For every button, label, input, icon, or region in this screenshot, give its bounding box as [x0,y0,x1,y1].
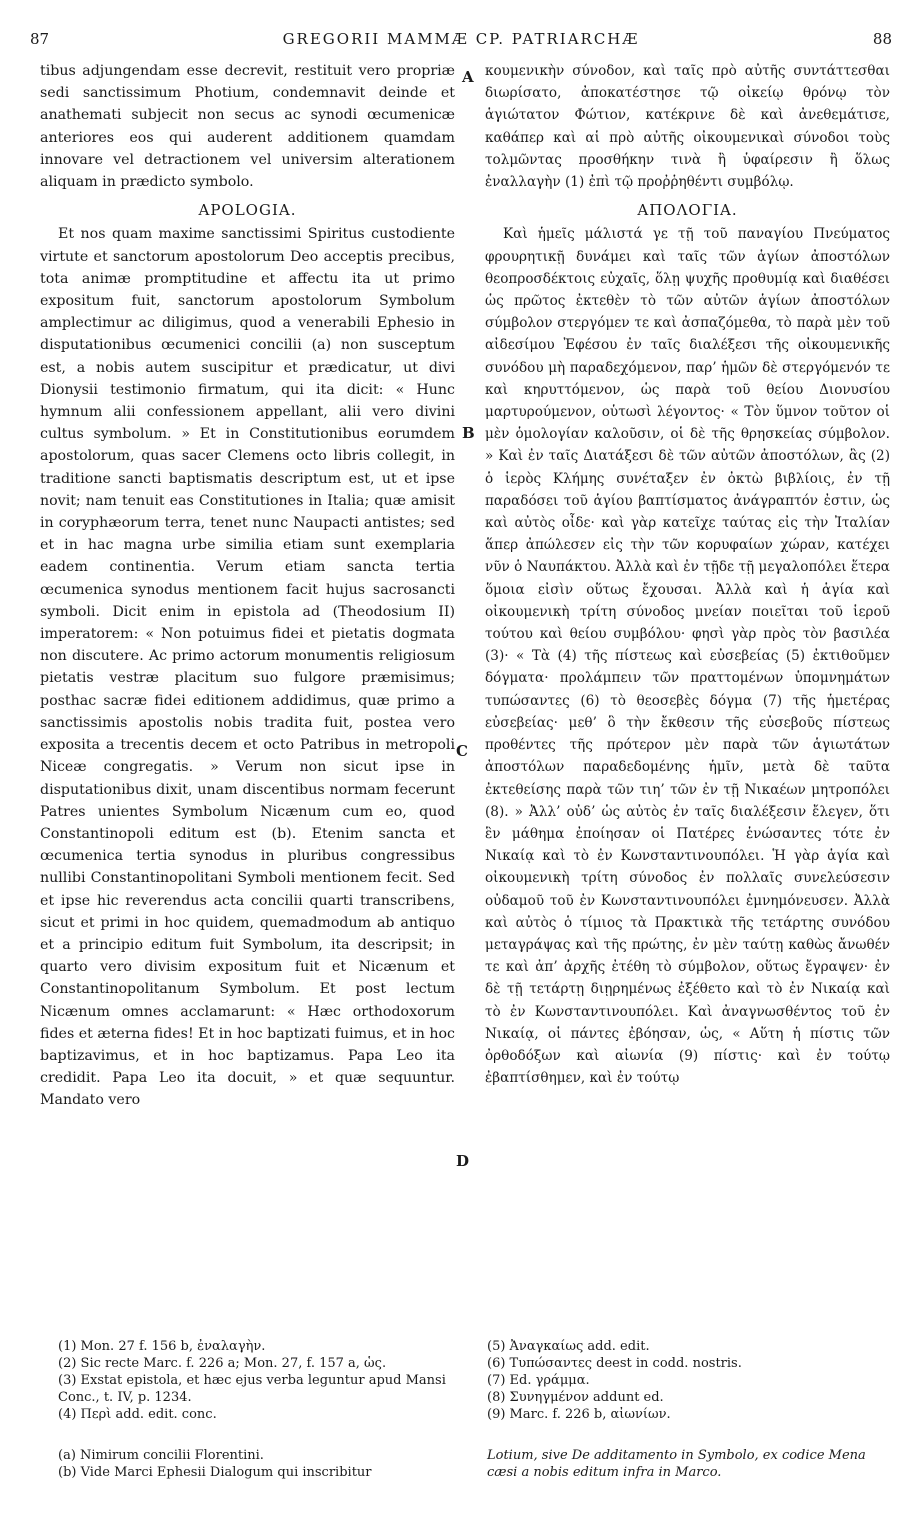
footnotes-right [487,1338,892,1481]
margin-marker-b: B [462,424,475,442]
latin-intro-paragraph: tibus adjungendam esse decrevit, restituit vero propriæ sedi sanctissimum Photium, condemnavit deinde et anathemati subjecit non secus ac synodi œcumenicæ anteriores eos qui auderent additionem quamdam innovare vel detractionem vel universim alterationem aliquam in prædicto symbolo. [40,63,455,191]
footnote-continuation: Lotium, sive De additamento in Symbolo, ex codice Mena cæsi a nobis editum infra in Marco. [487,1448,866,1480]
page-number-right: 88 [872,30,892,48]
latin-body-paragraph: Et nos quam maxime sanctissimi Spiritus custodiente virtute et sanctorum apostolorum Deo acceptis precibus, tota animæ promptitudine et affectu ita ut primo expositum fuit, sanctorum apostolorum Symbolum amplectimur ac diligimus, quod a venerabili Ephesio in disputationibus œcumenici concilii (a) non susceptum est, a nobis autem suscipitur et prædicatur, ut divi Dionysii testimonio firmatum, qui ita dicit: « Hunc hymnum alii confessionem appellant, alii vero divini cultus symbolum. » Et in Constitutionibus eorumdem apostolorum, quas sacer Clemens octo libris collegit, in traditione sancti baptismatis descriptum est, ut et ipse novit; nam tenuit eas Constitutiones in Italia; quæ amisit in coryphæorum terra, tenet nunc Naupacti antistes; sed et in hac magna urbe similia etiam sunt exemplaria eadem continentia. Verum etiam sancta tertia œcumenica synodus mentionem facit hujus sacrosancti symboli. Dicit enim in epistola ad (Theodosium II) imperatorem: « Non potuimus fidei et pietatis dogmata non discutere. Ac primo actorum monumentis religiosum pietatis vestræ placitum suo fulgore præmisimus; posthac sacræ fidei editionem addidimus, quæ primo a sanctissimis apostolis nobis tradita fuit, postea vero exposita a trecentis decem et octo Patribus in metropoli Niceæ congregatis. » Verum non sicut ipse in disputationibus dixit, unam discentibus normam fecerunt Patres unientes Symbolum Nicænum cum eo, quod Constantinopoli editum est (b). Etenim sancta et œcumenica tertia synodus in pluribus congressibus nullibi Constantinopolitani Symboli mentionem fecit. Sed et ipse hic reverendus acta concilii quarti transcribens, sicut et primi in hoc quidem, quemadmodum ab antiquo et a principio editum fuit Symbolum, ita descripsit; in quarto vero divisim expositum fuit et Nicænum et Constantinopolitanum Symbolum. Et post lectum Nicænum omnes acclamarunt: « Hæc orthodoxorum fides et æterna fides! Et in hoc baptizati fuimus, et in hoc baptizavimus, et in hoc baptizamus. Papa Leo ita credidit. Papa Leo ita docuit, » et quæ sequuntur. Mandato vero [40,226,455,1109]
footnote-spacer [487,1423,892,1447]
footnote-lettered: (a) Nimirum concilii Florentini. [58,1448,264,1463]
running-title: GREGORII MAMMÆ CP. PATRIARCHÆ [282,30,640,48]
greek-column [485,60,890,1089]
margin-marker-c: C [456,742,468,760]
footnote: (3) Exstat epistola, et hæc ejus verba leguntur apud Mansi Conc., t. IV, p. 1234. [58,1373,446,1405]
margin-marker-a: A [462,68,474,86]
running-header [30,30,892,52]
greek-intro-paragraph: κουμενικὴν σύνοδον, καὶ ταῖς πρὸ αὐτῆς συντάττεσθαι διωρίσατο, ἀποκατέστησε τῷ οἰκείῳ θρόνῳ τὸν ἁγιώτατον Φώτιον, κατέκρινε δὲ καὶ ἀνεθεμάτισε, καθάπερ καὶ αἱ πρὸ αὐτῆς οἰκουμενικαὶ σύνοδοι τοὺς τολμῶντας προσθήκην τινὰ ἢ ὑφαίρεσιν ἢ ὅλως ἐναλλαγὴν (1) ἐπὶ τῷ προῤῥηθέντι συμβόλῳ. [485,63,890,191]
footnote: (1) Mon. 27 f. 156 b, ἐναλαγὴν. [58,1339,266,1354]
latin-column [40,60,455,1112]
footnote: (6) Τυπώσαντες deest in codd. nostris. [487,1356,742,1371]
latin-section-heading: APOLOGIA. [198,201,297,220]
footnotes-left [58,1338,458,1481]
greek-body-paragraph: Καὶ ἡμεῖς μάλιστά γε τῇ τοῦ παναγίου Πνεύματος φρουρητικῇ δυνάμει καὶ ταῖς τῶν ἁγίων ἀποστόλων θεοπροσδέκτοις εὐχαῖς, ὅλῃ ψυχῆς προθυμίᾳ καὶ διαθέσει ὡς πρῶτος ἐκτεθὲν τὸ τῶν αὐτῶν ἁγίων ἀποστόλων σύμβολον στεργόμεν τε καὶ ἀσπαζόμεθα, τὸ παρὰ μὲν τοῦ αἰδεσίμου Ἐφέσου ἐν ταῖς διαλέξεσι τῆς οἰκουμενικῆς συνόδου μὴ παραδεχόμενον, παρ’ ἡμῶν δὲ στεργόμενόν τε καὶ κηρυττόμενον, ὡς παρὰ τοῦ θείου Διονυσίου μαρτυρούμενον, οὑτωσὶ λέγοντος· « Τὸν ὕμνον τοῦτον οἱ μὲν ὁμολογίαν καλοῦσιν, οἱ δὲ τῆς θρησκείας σύμβολον. » Καὶ ἐν ταῖς Διατάξεσι δὲ τῶν αὐτῶν ἀποστόλων, ἃς (2) ὁ ἱερὸς Κλήμης συνέταξεν ἐν ὀκτὼ βιβλίοις, ἐν τῇ παραδόσει τοῦ ἁγίου βαπτίσματος ἀνάγραπτόν ἐστιν, ὡς καὶ αὐτὸς οἶδε· καὶ γὰρ κατεῖχε ταύτας εἰς τὴν Ἰταλίαν ἅπερ ἀπώλεσεν εἰς τὴν τῶν κορυφαίων χώραν, κατέχει νῦν ὁ Ναυπάκτου. Ἀλλὰ καὶ ἐν τῇδε τῇ μεγαλοπόλει ἕτερα ὅμοια εἰσὶν οὕτως ἔχουσαι. Ἀλλὰ καὶ ἡ ἁγία καὶ οἰκουμενικὴ τρίτη σύνοδος μνείαν ποιεῖται τοῦ ἱεροῦ τούτου καὶ θείου συμβόλου· φησὶ γὰρ πρὸς τὸν βασιλέα (3)· « Τὰ (4) τῆς πίστεως καὶ εὐσεβείας (5) ἐκτιθοῦμεν δόγματα· προλάμπειν τῶν πραττομένων ὑπομνημάτων τυπώσαντες (6) τὸ θεοσεβὲς δόγμα (7) τῆς ἡμετέρας εὐσεβείας· μεθ’ ὃ τὴν ἔκθεσιν τῆς εὐσεβοῦς πίστεως προθέντες τῆς πρότερον μὲν παρὰ τῶν ἁγιωτάτων ἀποστόλων παραδεδομένης ἡμῖν, μετὰ δὲ ταῦτα ἐκτεθείσης παρὰ τῶν τιη’ τῶν ἐν τῇ Νικαέων μητροπόλει (8). » Ἀλλ’ οὐδ’ ὡς αὐτὸς ἐν ταῖς διαλέξεσιν ἔλεγεν, ὅτι ἓν μάθημα ἐποίησαν οἱ Πατέρες ἑνώσαντες τότε ἐν Νικαίᾳ καὶ τὸ ἐν Κωνσταντινουπόλει. Ἡ γὰρ ἁγία καὶ οἰκουμενικὴ τρίτη σύνοδος ἐν πολλαῖς συνελεύσεσιν οὐδαμοῦ τοῦ ἐν Κωνσταντινουπόλει ἐμνημόνευσεν. Ἀλλὰ καὶ αὐτὸς ὁ τίμιος τὰ Πρακτικὰ τῆς τετάρτης συνόδου μεταγράψας καὶ τῆς πρώτης, ἐν μὲν ταύτῃ καθὼς ἄνωθέν τε καὶ ἀπ’ ἀρχῆς ἐτέθη τὸ σύμβολον, οὕτως ἔγραψεν· ἐν δὲ τῇ τετάρτῃ διῃρημένως ἐξέθετο καὶ τὸ ἐν Νικαίᾳ καὶ τὸ ἐν Κωνσταντινουπόλει. Καὶ ἀναγνωσθέντος τοῦ ἐν Νικαίᾳ, οἱ πάντες ἐβόησαν, ὡς, « Αὕτη ἡ πίστις τῶν ὀρθοδόξων καὶ αἰωνία (9) πίστις· καὶ ἐν τούτῳ ἐβαπτίσθημεν, καὶ ἐν τούτῳ [485,226,890,1087]
footnote: (7) Ed. γράμμα. [487,1373,590,1388]
footnote-spacer [58,1423,458,1447]
footnote: (5) Ἀναγκαίως add. edit. [487,1339,650,1354]
greek-section-heading: ΑΠΟΛΟΓΙΑ. [637,201,738,220]
margin-marker-d: D [456,1152,470,1170]
footnote: (4) Περὶ add. edit. conc. [58,1407,217,1422]
footnote-lettered: (b) Vide Marci Ephesii Dialogum qui inscribitur [58,1465,372,1480]
footnote: (2) Sic recte Marc. f. 226 a; Mon. 27, f. 157 a, ὡς. [58,1356,387,1371]
footnote: (9) Marc. f. 226 b, αἰωνίων. [487,1407,671,1422]
footnote: (8) Συνηγμένον addunt ed. [487,1390,664,1405]
page-number-left: 87 [30,30,50,48]
